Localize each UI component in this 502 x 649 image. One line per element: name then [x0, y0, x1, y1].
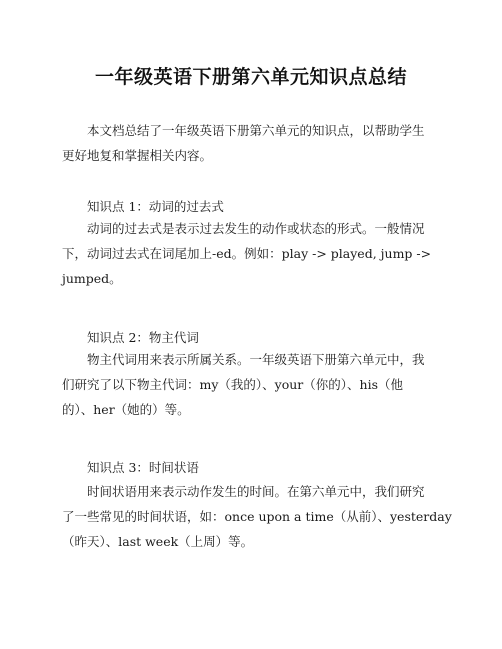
intro-line-1: 本文档总结了一年级英语下册第六单元的知识点，以帮助学生	[87, 123, 425, 138]
section-1-line-1: 动词的过去式是表示过去发生的动作或状态的形式。一般情况	[87, 221, 425, 236]
intro-paragraph	[62, 118, 454, 168]
section-3-heading: 知识点 3：时间状语	[87, 460, 199, 475]
section-3-line-2: 了一些常见的时间状语，如：once upon a time（从前）、yesterday	[62, 509, 452, 524]
section-3-line-3: （昨天）、last week（上周）等。	[62, 534, 254, 549]
intro-line-2: 更好地复和掌握相关内容。	[62, 148, 213, 163]
section-2-heading: 知识点 2：物主代词	[87, 330, 199, 345]
section-2-paragraph	[62, 347, 454, 422]
section-2-line-1: 物主代词用来表示所属关系。一年级英语下册第六单元中，我	[87, 352, 425, 367]
section-3-line-1: 时间状语用来表示动作发生的时间。在第六单元中，我们研究	[87, 484, 425, 499]
section-1-paragraph	[62, 216, 454, 291]
page-title: 一年级英语下册第六单元知识点总结	[94, 66, 407, 88]
section-1-line-2: 下，动词过去式在词尾加上-ed。例如：play -> played, jump ->	[62, 246, 432, 261]
section-1-line-3: jumped。	[62, 271, 122, 286]
section-2-line-2: 们研究了以下物主代词：my（我的）、your（你的）、his（他	[62, 377, 403, 392]
section-2-line-3: 的）、her（她的）等。	[62, 402, 190, 417]
section-1-heading: 知识点 1：动词的过去式	[87, 199, 224, 214]
section-3-paragraph	[62, 479, 454, 554]
